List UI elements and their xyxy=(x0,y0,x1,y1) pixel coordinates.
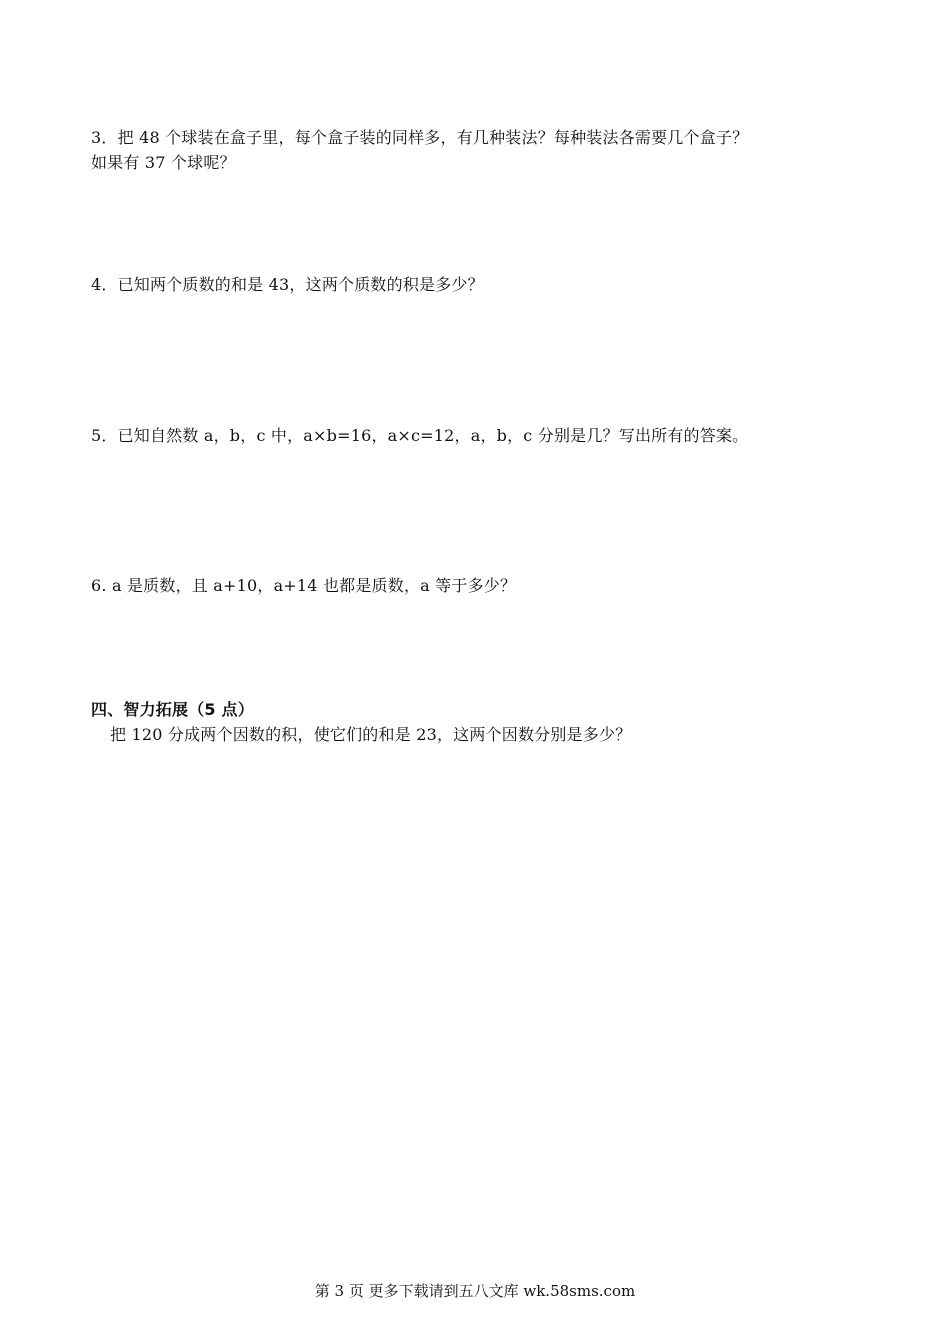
page-footer: 第 3 页 更多下载请到五八文库 wk.58sms.com xyxy=(314,1282,636,1300)
question-5: 5．已知自然数 a，b，c 中，a×b=16，a×c=12，a，b，c 分别是几？写出所有的答案。 xyxy=(91,426,749,445)
question-6: 6. a 是质数，且 a+10，a+14 也都是质数，a 等于多少？ xyxy=(91,576,517,595)
section-4-heading: 四、智力拓展（5 点） xyxy=(91,700,254,719)
section-4-question: 把 120 分成两个因数的积，使它们的和是 23，这两个因数分别是多少？ xyxy=(110,725,632,744)
question-3-line-2: 如果有 37 个球呢？ xyxy=(91,153,236,172)
question-4: 4．已知两个质数的和是 43，这两个质数的积是多少？ xyxy=(91,275,484,294)
question-3-line-1: 3．把 48 个球装在盒子里，每个盒子装的同样多，有几种装法？每种装法各需要几个盒子？ xyxy=(91,128,749,147)
